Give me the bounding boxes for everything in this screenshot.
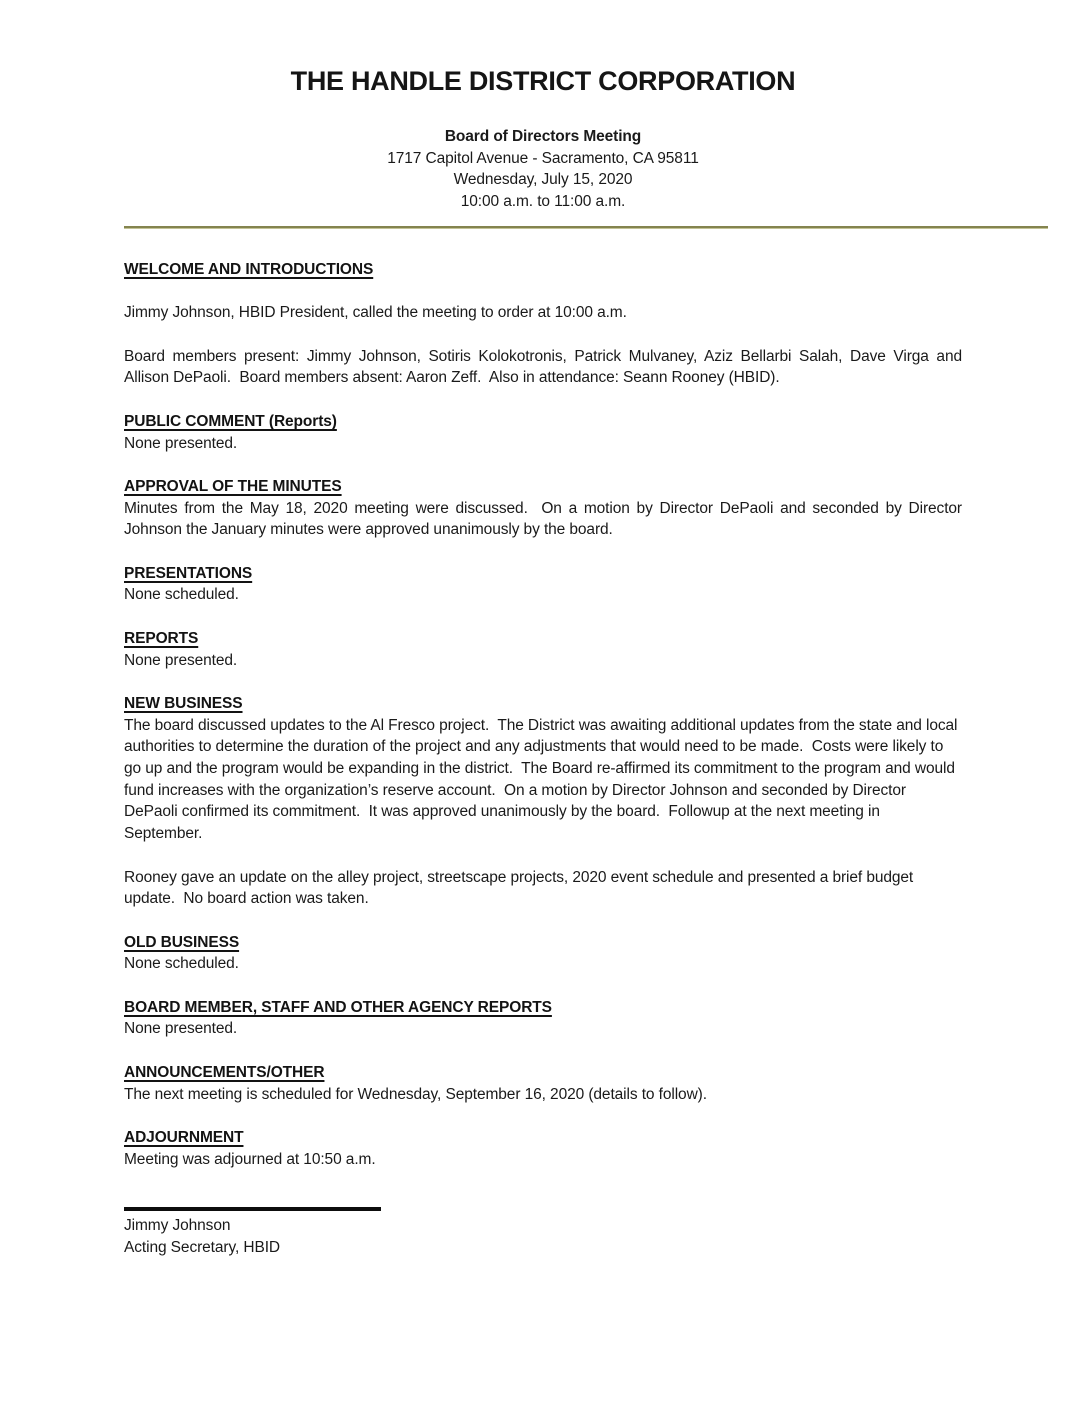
- meeting-date: Wednesday, July 15, 2020: [453, 171, 633, 188]
- header-divider-rule: [124, 226, 1048, 229]
- paragraph-announcements: The next meeting is scheduled for Wednesday, September 16, 2020 (details to follow).: [124, 1085, 707, 1103]
- signature-rule: [124, 1207, 381, 1211]
- meeting-name: Board of Directors Meeting: [444, 128, 642, 145]
- page-title: THE HANDLE DISTRICT CORPORATION: [290, 66, 796, 96]
- paragraph-old-business: None scheduled.: [124, 955, 239, 973]
- section-heading-welcome: WELCOME AND INTRODUCTIONS: [124, 261, 374, 278]
- meeting-info: [124, 126, 962, 212]
- paragraph-adjournment: Meeting was adjourned at 10:50 a.m.: [124, 1150, 376, 1168]
- section-heading-presentations: PRESENTATIONS: [124, 564, 253, 582]
- paragraph-presentations: None scheduled.: [124, 586, 239, 604]
- meeting-time: 10:00 a.m. to 11:00 a.m.: [460, 192, 626, 210]
- paragraph-call-to-order: Jimmy Johnson, HBID President, called the meeting to order at 10:00 a.m.: [124, 304, 627, 322]
- paragraph-attendance: Board members present: Jimmy Johnson, Sotiris Kolokotronis, Patrick Mulvaney, Aziz Bellarbi Salah, Dave Virga and Allison DePaoli. Board members absent: Aaron Zeff. Also in attendance: Seann Rooney (HBID).: [124, 347, 966, 387]
- meeting-address: 1717 Capitol Avenue - Sacramento, CA 95811: [387, 149, 699, 167]
- signature-name: Jimmy Johnson: [124, 1217, 231, 1235]
- paragraph-reports: None presented.: [124, 651, 238, 669]
- section-heading-adjournment: ADJOURNMENT: [124, 1128, 244, 1146]
- signature-title: Acting Secretary, HBID: [124, 1239, 281, 1257]
- paragraph-new-business-al-fresco: The board discussed updates to the Al Fresco project. The District was awaiting additional updates from the state and local authorities to determine the duration of the project and any adjustments that would need to be made. Costs were likely to go up and the program would be expanding in the district. The Board re-affirmed its commitment to the program and would fund increases with the organization’s reserve account. On a motion by Director Johnson and seconded by Director DePaoli confirmed its commitment. It was approved unanimously by the board. Followup at the next meeting in September.: [124, 716, 962, 843]
- document-body: [124, 259, 967, 1259]
- section-heading-public-comment: PUBLIC COMMENT (Reports): [124, 412, 337, 430]
- section-heading-new-business: NEW BUSINESS: [124, 694, 243, 712]
- section-heading-approval-minutes: APPROVAL OF THE MINUTES: [124, 477, 342, 495]
- paragraph-new-business-rooney-update: Rooney gave an update on the alley project, streetscape projects, 2020 event schedule and presented a brief budget update. No board action was taken.: [124, 868, 918, 908]
- section-heading-old-business: OLD BUSINESS: [124, 933, 240, 951]
- section-heading-announcements: ANNOUNCEMENTS/OTHER: [124, 1063, 325, 1081]
- paragraph-public-comment: None presented.: [124, 434, 238, 452]
- paragraph-board-member-reports: None presented.: [124, 1020, 238, 1038]
- section-heading-board-member-reports: BOARD MEMBER, STAFF AND OTHER AGENCY REPORTS: [124, 998, 552, 1016]
- paragraph-approval-minutes: Minutes from the May 18, 2020 meeting were discussed. On a motion by Director DePaoli and seconded by Director Johnson the January minutes were approved unanimously by the board.: [124, 499, 967, 539]
- signature-block: [124, 1207, 962, 1258]
- document-header: [124, 64, 962, 212]
- section-heading-reports: REPORTS: [124, 629, 199, 647]
